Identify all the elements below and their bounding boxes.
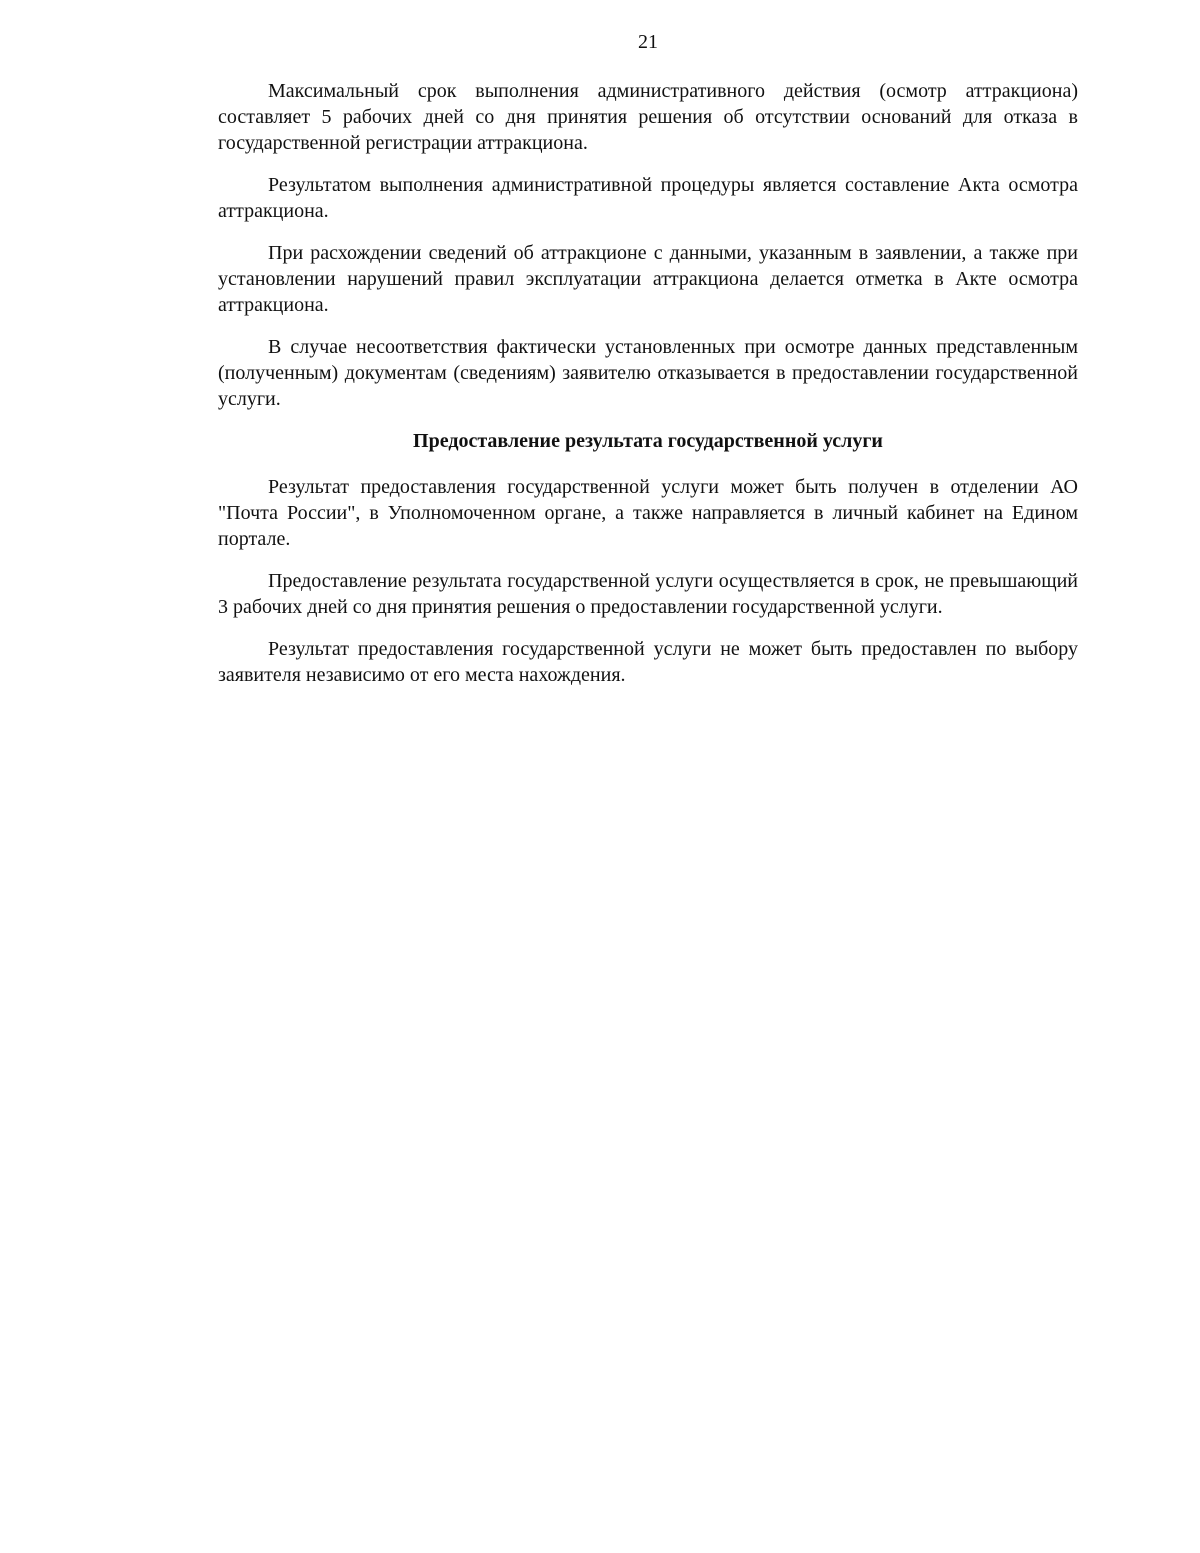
paragraph-result-receipt: Результат предоставления государственной услуги может быть получен в отделении АО "Почта России", в Уполномоченном органе, а также направляется в личный кабинет на Едином портале. [218,476,1078,550]
section-heading: Предоставление результата государственной услуги [413,430,883,452]
paragraph-result-location: Результат предоставления государственной услуги не может быть предоставлен по выбору заявителя независимо от его места нахождения. [218,638,1078,686]
page-number: 21 [638,31,658,53]
paragraph-max-term: Максимальный срок выполнения административного действия (осмотр аттракциона) составляет 5 рабочих дней со дня принятия решения об отсутствии оснований для отказа в государственной регистрации аттракциона. [218,80,1078,154]
paragraph-result-term: Предоставление результата государственной услуги осуществляется в срок, не превышающий 3 рабочих дней со дня принятия решения о предоставлении государственной услуги. [218,570,1078,618]
paragraph-inspection-result: Результатом выполнения административной процедуры является составление Акта осмотра аттракциона. [218,174,1078,222]
paragraph-refusal: В случае несоответствия фактически установленных при осмотре данных представленным (полученным) документам (сведениям) заявителю отказывается в предоставлении государственной услуги. [218,336,1078,410]
document-body [218,78,1078,704]
paragraph-discrepancy: При расхождении сведений об аттракционе с данными, указанным в заявлении, а также при установлении нарушений правил эксплуатации аттракциона делается отметка в Акте осмотра аттракциона. [218,242,1078,316]
